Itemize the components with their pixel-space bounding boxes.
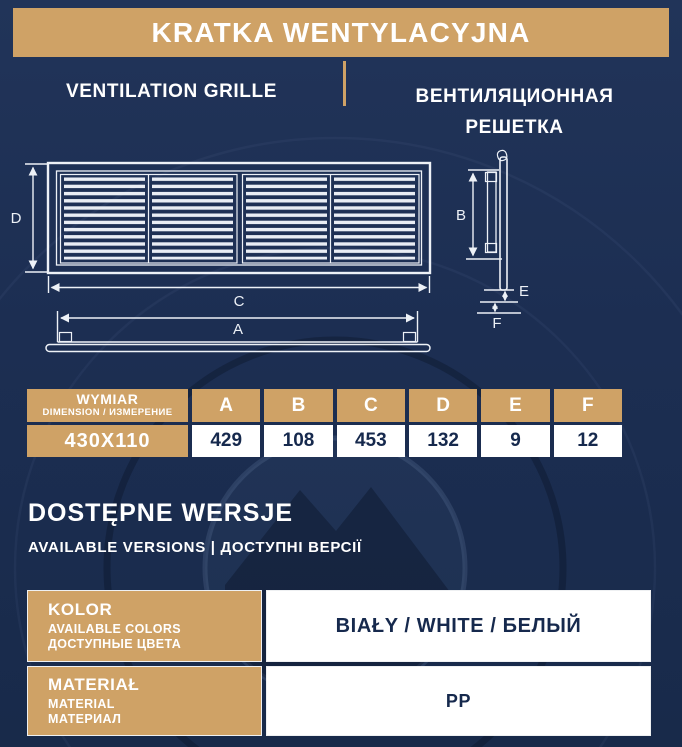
color-label-pl: KOLOR xyxy=(48,599,113,619)
column-letter-d: D xyxy=(436,394,451,416)
subtitle-ru-line1: ВЕНТИЛЯЦИОННАЯ xyxy=(415,86,614,107)
column-header-b xyxy=(264,389,332,422)
subtitle-ru xyxy=(347,81,682,143)
column-letter-a: A xyxy=(219,394,234,416)
subtitle-en: VENTILATION GRILLE xyxy=(66,81,277,102)
spec-row-material xyxy=(27,666,651,736)
page-title: KRATKA WENTYLACYJNA xyxy=(151,16,531,48)
subtitle-divider xyxy=(343,61,346,106)
value-a: 429 xyxy=(192,425,260,457)
dim-label-f: F xyxy=(492,315,502,332)
dim-label-a: A xyxy=(232,321,244,338)
dimension-table-value-row xyxy=(27,425,622,457)
column-letter-f: F xyxy=(582,394,594,416)
column-letter-c: C xyxy=(363,394,378,416)
value-d: 132 xyxy=(409,425,477,457)
wymiar-title: WYMIAR xyxy=(76,391,139,407)
value-f: 12 xyxy=(554,425,622,457)
dimension-d xyxy=(11,164,47,272)
value-c: 453 xyxy=(337,425,405,457)
versions-subheading: AVAILABLE VERSIONS | ДОСТУПНІ ВЕРСІЇ xyxy=(28,539,362,556)
column-header-f xyxy=(554,389,622,422)
versions-heading: DOSTĘPNE WERSJE xyxy=(28,499,294,527)
column-letter-b: B xyxy=(291,394,306,416)
front-view-drawing xyxy=(48,163,430,273)
column-header-d xyxy=(409,389,477,422)
column-letter-e: E xyxy=(509,394,522,416)
dimension-table xyxy=(27,389,622,457)
color-label-en: AVAILABLE COLORS xyxy=(48,621,182,636)
dimension-table-header-row xyxy=(27,389,622,422)
material-label-en: MATERIAL xyxy=(48,696,115,711)
material-label-pl: MATERIAŁ xyxy=(48,674,140,694)
dim-label-b: B xyxy=(455,207,467,224)
value-b: 108 xyxy=(264,425,332,457)
wymiar-subtitle: DIMENSION / ИЗМЕРЕНИЕ xyxy=(42,407,173,418)
subtitle-ru-line2: РЕШЕТКА xyxy=(465,117,564,138)
dim-label-e: E xyxy=(519,283,530,300)
color-label-ru: ДОСТУПНЫЕ ЦВЕТА xyxy=(48,637,182,651)
value-e: 9 xyxy=(481,425,549,457)
column-header-e xyxy=(481,389,549,422)
spec-row-color xyxy=(27,590,651,662)
column-header-a xyxy=(192,389,260,422)
material-value-cell: PP xyxy=(266,666,651,736)
dim-label-d: D xyxy=(10,210,22,227)
size-cell: 430X110 xyxy=(27,425,188,457)
wymiar-header-cell xyxy=(27,389,188,422)
material-label-cell xyxy=(27,666,262,736)
column-header-c xyxy=(337,389,405,422)
dim-label-c: C xyxy=(233,293,245,310)
header-bar xyxy=(13,8,669,57)
dimension-c xyxy=(49,276,430,310)
color-label-cell xyxy=(27,590,262,662)
color-value-cell: BIAŁY / WHITE / БЕЛЫЙ xyxy=(266,590,651,662)
material-label-ru: МАТЕРИАЛ xyxy=(48,712,122,726)
spec-table xyxy=(27,590,651,736)
